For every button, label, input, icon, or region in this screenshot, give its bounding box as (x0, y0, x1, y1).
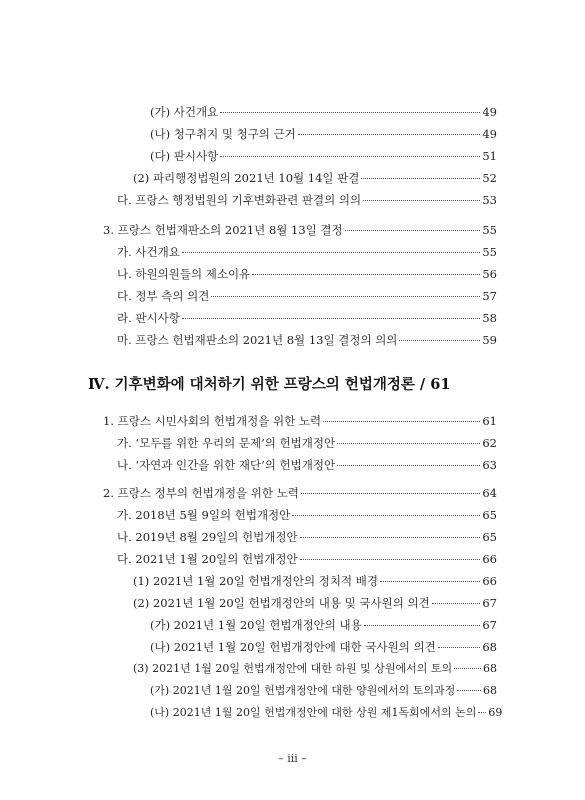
toc-entry-label: (2) 2021년 1월 20일 헌법개정안의 내용 및 국사원의 의견 (133, 596, 430, 610)
dot-leader (323, 420, 480, 422)
toc-entry-label: (나) 청구취지 및 청구의 근거 (150, 127, 296, 141)
dot-leader (252, 273, 480, 275)
toc-entry[interactable] (150, 638, 497, 656)
toc-entry-page: 58 (482, 311, 497, 325)
toc-entry[interactable] (117, 265, 497, 283)
dot-leader (298, 133, 481, 135)
toc-entry-label: 나. 하원의원들의 제소이유 (117, 267, 251, 281)
toc-entry-label: (다) 판시사항 (150, 149, 219, 163)
toc-entry-label: 가. ‘모두를 위한 우리의 문제’의 헌법개정안 (117, 436, 336, 450)
chapter-heading[interactable]: Ⅳ. 기후변화에 대처하기 위한 프랑스의 헌법개정론 / 61 (88, 376, 451, 393)
toc-entry-label: (나) 2021년 1월 20일 헌법개정안에 대한 국사원의 의견 (150, 640, 436, 654)
dot-leader (182, 317, 481, 319)
dot-leader (432, 602, 481, 604)
toc-entry-page: 53 (482, 193, 497, 207)
toc-entry[interactable] (150, 682, 497, 700)
toc-entry[interactable] (117, 456, 497, 474)
toc-entry-page: 66 (482, 552, 497, 566)
toc-entry-page: 49 (482, 127, 497, 141)
dot-leader (337, 464, 480, 466)
toc-entry-label: 2. 프랑스 정부의 헌법개정을 위한 노력 (103, 486, 299, 500)
toc-entry[interactable] (117, 434, 497, 452)
toc-entry-label: 나. 2019년 8월 29일의 헌법개정안 (117, 530, 298, 544)
toc-entry-label: (나) 2021년 1월 20일 헌법개정안에 대한 상원 제1독회에서의 논의 (150, 706, 477, 719)
toc-entry[interactable] (117, 331, 497, 349)
toc-entry[interactable] (133, 594, 497, 612)
toc-entry-page: 67 (482, 618, 497, 632)
toc-entry-page: 61 (482, 414, 497, 428)
toc-entry-label: 마. 프랑스 헌법재판소의 2021년 8월 13일 결정의 의의 (117, 333, 398, 347)
dot-leader (380, 580, 480, 582)
dot-leader (292, 514, 480, 516)
toc-entry[interactable] (133, 572, 497, 590)
toc-entry-page: 57 (482, 289, 497, 303)
toc-entry-page: 62 (482, 436, 497, 450)
dot-leader (363, 199, 480, 201)
dot-leader (337, 442, 480, 444)
toc-entry-page: 64 (482, 486, 497, 500)
toc-entry-label: (가) 2021년 1월 20일 헌법개정안의 내용 (150, 618, 362, 632)
toc-entry-page: 55 (482, 245, 497, 259)
toc-entry-page: 68 (483, 684, 497, 697)
toc-entry[interactable] (133, 660, 497, 678)
dot-leader (220, 111, 480, 113)
toc-entry[interactable] (133, 169, 497, 187)
toc-entry-label: 나. ‘자연과 인간을 위한 재단’의 헌법개정안 (117, 458, 336, 472)
toc-entry[interactable] (117, 191, 497, 209)
toc-entry-label: 가. 2018년 5월 9일의 헌법개정안 (117, 508, 291, 522)
toc-entry[interactable] (103, 412, 497, 430)
toc-entry-page: 52 (482, 171, 497, 185)
dot-leader (211, 295, 480, 297)
toc-entry-label: 다. 2021년 1월 20일의 헌법개정안 (117, 552, 298, 566)
toc-entry[interactable] (103, 484, 497, 502)
toc-entry-page: 63 (482, 458, 497, 472)
toc-entry[interactable] (150, 103, 497, 121)
dot-leader (182, 251, 481, 253)
dot-leader (438, 646, 481, 648)
toc-entry-label: (가) 2021년 1월 20일 헌법개정안에 대한 양원에서의 토의과정 (150, 684, 456, 697)
dot-leader (399, 339, 480, 341)
toc-entry-label: 1. 프랑스 시민사회의 헌법개정을 위한 노력 (103, 414, 322, 428)
toc-entry-label: 다. 정부 측의 의견 (117, 289, 210, 303)
dot-leader (454, 667, 481, 669)
toc-entry[interactable] (150, 704, 503, 722)
dot-leader (345, 229, 481, 231)
toc-entry[interactable] (150, 147, 497, 165)
toc-entry-page: 51 (482, 149, 497, 163)
toc-entry-label: 가. 사건개요 (117, 245, 180, 259)
toc-entry[interactable] (117, 243, 497, 261)
toc-entry-label: (3) 2021년 1월 20일 헌법개정안에 대한 하원 및 상원에서의 토의 (133, 662, 453, 675)
toc-entry-page: 49 (482, 105, 497, 119)
dot-leader (300, 536, 481, 538)
dot-leader (220, 155, 480, 157)
dot-leader (300, 558, 481, 560)
dot-leader (457, 689, 481, 691)
toc-entry-label: (1) 2021년 1월 20일 헌법개정안의 정치적 배경 (133, 574, 378, 588)
toc-entry-page: 55 (482, 223, 497, 237)
toc-entry[interactable] (117, 287, 497, 305)
toc-entry[interactable] (150, 616, 497, 634)
toc-entry-label: 3. 프랑스 헌법재판소의 2021년 8월 13일 결정 (103, 223, 343, 237)
toc-entry-page: 56 (482, 267, 497, 281)
toc-entry[interactable] (150, 125, 497, 143)
toc-entry[interactable] (117, 506, 497, 524)
toc-entry-label: (가) 사건개요 (150, 105, 219, 119)
toc-entry-page: 67 (482, 596, 497, 610)
dot-leader (478, 711, 486, 713)
toc-entry-label: 다. 프랑스 행정법원의 기후변화관련 판결의 의의 (117, 193, 362, 207)
dot-leader (361, 177, 480, 179)
toc-entry[interactable] (103, 221, 497, 239)
toc-entry-page: 65 (482, 508, 497, 522)
toc-entry-page: 69 (488, 706, 503, 719)
toc-entry[interactable] (117, 528, 497, 546)
toc-entry-label: 라. 판시사항 (117, 311, 180, 325)
toc-entry[interactable] (117, 309, 497, 327)
dot-leader (301, 492, 480, 494)
toc-entry-page: 59 (482, 333, 497, 347)
toc-entry-page: 66 (482, 574, 497, 588)
toc-entry-label: (2) 파리행정법원의 2021년 10월 14일 판결 (133, 171, 360, 185)
toc-entry[interactable] (117, 550, 497, 568)
dot-leader (364, 624, 481, 626)
page-number-footer: – iii – (278, 752, 307, 765)
toc-entry-page: 68 (483, 662, 497, 675)
toc-entry-page: 68 (482, 640, 497, 654)
toc-entry-page: 65 (482, 530, 497, 544)
